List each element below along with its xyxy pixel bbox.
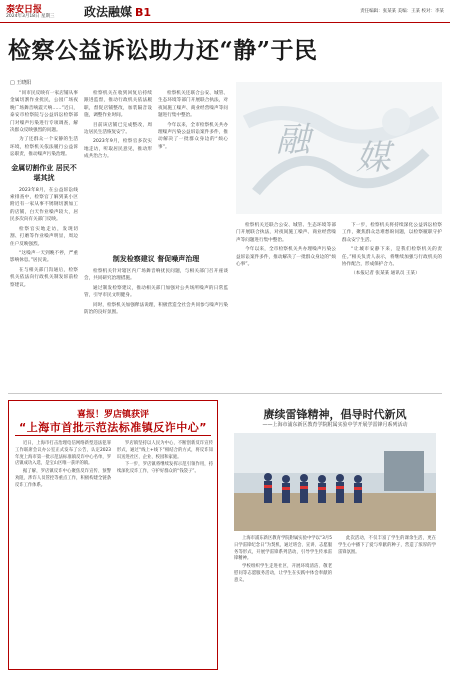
paragraph: 2023年9月，检察官多次实地走访，听取居民意见，推动形成共治合力。 <box>84 139 152 160</box>
paragraph: 学校组织学生走进社区，开展环境清洁、敬老慰问等志愿服务活动，让学生在实践中体会奉献的意义。 <box>234 564 332 583</box>
feature-column-2 <box>117 441 213 477</box>
paragraph: 同时，检察机关加强释法说理，积极营造全社会共同参与噪声污染防治的良好氛围。 <box>84 302 228 316</box>
paragraph: 检察机关还联合公安、城管、生态环境等部门开展联合执法，对夜间施工噪声、商业经营噪声等问题进行集中整治。 <box>236 223 336 243</box>
section-title: 政法融媒 B1 <box>84 5 152 19</box>
students-photo <box>234 433 436 531</box>
right-feature-box <box>226 400 444 670</box>
feature-title: 喜报！罗店镇获评 <box>76 410 149 420</box>
paragraph: （本报记者 张某某 通讯员 王某） <box>351 271 420 277</box>
paragraph: 检察机关针对辖区内广场舞音响扰民问题，与相关部门召开座谈会，共同研究治理措施。 <box>84 269 228 282</box>
issue-date: 2024年3月18日 星期三 <box>6 14 55 19</box>
paragraph: “同市民反映有一家店铺从事金属切割作业扰民，公园广场夜晚广场舞音响震天响……”近日，泰安市检察院与公益诉讼检察部门对噪声污染进行专项调查，解决群众反映强烈的问题。 <box>10 91 78 134</box>
newspaper-logo: 泰安日报 <box>6 5 43 15</box>
page-number: B1 <box>135 6 152 19</box>
paragraph: 上海市浦东新区教育学院附属实验中学以“3月5日学雷锋纪念日”为契机，通过班会、宣讲、志愿服务等形式，开展学雷锋系列活动，引导学生传承雷锋精神。 <box>234 536 332 562</box>
paragraph: 检察机关在收到回复后持续跟进监督，推动行政机关依法履职，督促店铺整改，加装隔音设施，调整作业时间。 <box>84 91 152 119</box>
feature-divider <box>15 435 211 436</box>
article-column-2 <box>84 90 152 163</box>
paragraph: 目前该店铺已完成整改，周边居民生活恢复安宁。 <box>84 122 152 136</box>
paragraph: “这噪声一天到晚不停，严重影响休息。”居民说。 <box>10 250 78 264</box>
editor-credits: 责任编辑：张某某 美编：王某 校对：李某 <box>360 9 444 14</box>
left-feature-box <box>8 400 218 670</box>
article-column-2b <box>84 250 228 318</box>
paragraph: 下一步，罗店镇将继续发挥示范引领作用，持续深化反诈工作，守护好群众的“钱袋子”。 <box>117 462 213 475</box>
art-char-2: 媒 <box>356 138 390 178</box>
subheading: 金属切割作业 居民不堪其扰 <box>11 163 77 182</box>
paragraph: 为了还群众一个安静的生活环境，检察机关依法履行公益诉讼职责，推动噪声污染治理。 <box>10 137 78 158</box>
paragraph: 下一步，检察机关将持续深化公益诉讼检察工作，聚焦群众急难愁盼问题，以检察履职守护群众安宁生活。 <box>342 223 442 243</box>
article-column-3b <box>236 222 336 270</box>
article-column-1 <box>10 90 78 291</box>
paragraph: 今年以来，全市检察机关共办理噪声污染公益诉讼案件多件，推动解决了一批群众身边的“烦心事”。 <box>158 122 228 150</box>
paragraph: 据了解，罗店镇反诈中心聚焦反诈宣传、预警劝阻、涉诈人员管控等重点工作，积极构建全链条反诈工作体系。 <box>15 469 111 488</box>
main-headline: 检察公益诉讼助力还“静”于民 <box>8 37 318 64</box>
decorative-art <box>236 82 442 214</box>
subheading: 制发检察建议 督促噪声治理 <box>112 255 200 263</box>
paragraph: 通过制发检察建议，推动相关部门加强对公共场所噪声的日常监管，引导市民文明健身。 <box>84 285 228 299</box>
paragraph: 罗店镇坚持以人民为中心，不断创新反诈宣传形式，通过“线上+线下”相结合的方式，将反诈知识送进社区、企业、校园和家庭。 <box>117 441 213 460</box>
paragraph: “让城市安静下来，是我们检察机关的责任。”相关负责人表示，将继续加强与行政机关的协作配合，形成保护合力。 <box>342 247 442 268</box>
paragraph: 检察官实地走访，发现切割、打磨等作业噪声明显，周边住户反映强烈。 <box>10 226 78 247</box>
paragraph: 今年以来，全市检察机关共办理噪声污染公益诉讼案件多件，推动解决了一批群众身边的“烦心事”。 <box>236 247 336 268</box>
article-column-4 <box>342 222 442 280</box>
feature-title: 赓续雷锋精神，倡导时代新风 <box>263 408 407 421</box>
paragraph: 2023年8月，在公益诉讼线索排查中，检察官了解到某小区附近有一家从事不锈钢切割加工的店铺，白天作业噪声较大，居民多次向有关部门反映。 <box>10 187 78 223</box>
paragraph: 检察机关还联合公安、城管、生态环境等部门开展联合执法，对夜间施工噪声、商业经营噪声等问题进行集中整治。 <box>158 91 228 119</box>
paragraph: 此次活动，不仅丰富了学生的课余生活，更在学生心中播下了爱与奉献的种子，营造了浓厚的学雷锋氛围。 <box>338 536 436 555</box>
feature-subtitle: “上海市首批示范法标准镇反诈中心” <box>19 421 207 434</box>
feature-column-1 <box>15 441 111 491</box>
ink-wash-illustration <box>236 82 442 214</box>
masthead <box>0 0 450 23</box>
feature-subtitle: ——上海市浦东新区教育学院附属实验中学开展学雷锋月系列活动 <box>262 422 408 428</box>
art-char-1: 融 <box>276 120 310 160</box>
article-column-3a <box>158 90 228 153</box>
paragraph: 近日，上海市打击治理电信网络新型违法犯罪工作联席会议办公室正式发布了公告，认定2023年度上海市第一批示范法标准镇反诈中心名单，罗店镇成功入选，是宝山区唯一获评的镇。 <box>15 441 111 467</box>
paragraph: 在与相关部门沟通后，检察机关依法向行政机关制发诉前检察建议。 <box>10 267 78 288</box>
section-divider <box>8 393 442 394</box>
feature-column-1 <box>234 536 332 586</box>
byline: □ 王晓阳 <box>10 80 32 86</box>
feature-column-2 <box>338 536 436 557</box>
